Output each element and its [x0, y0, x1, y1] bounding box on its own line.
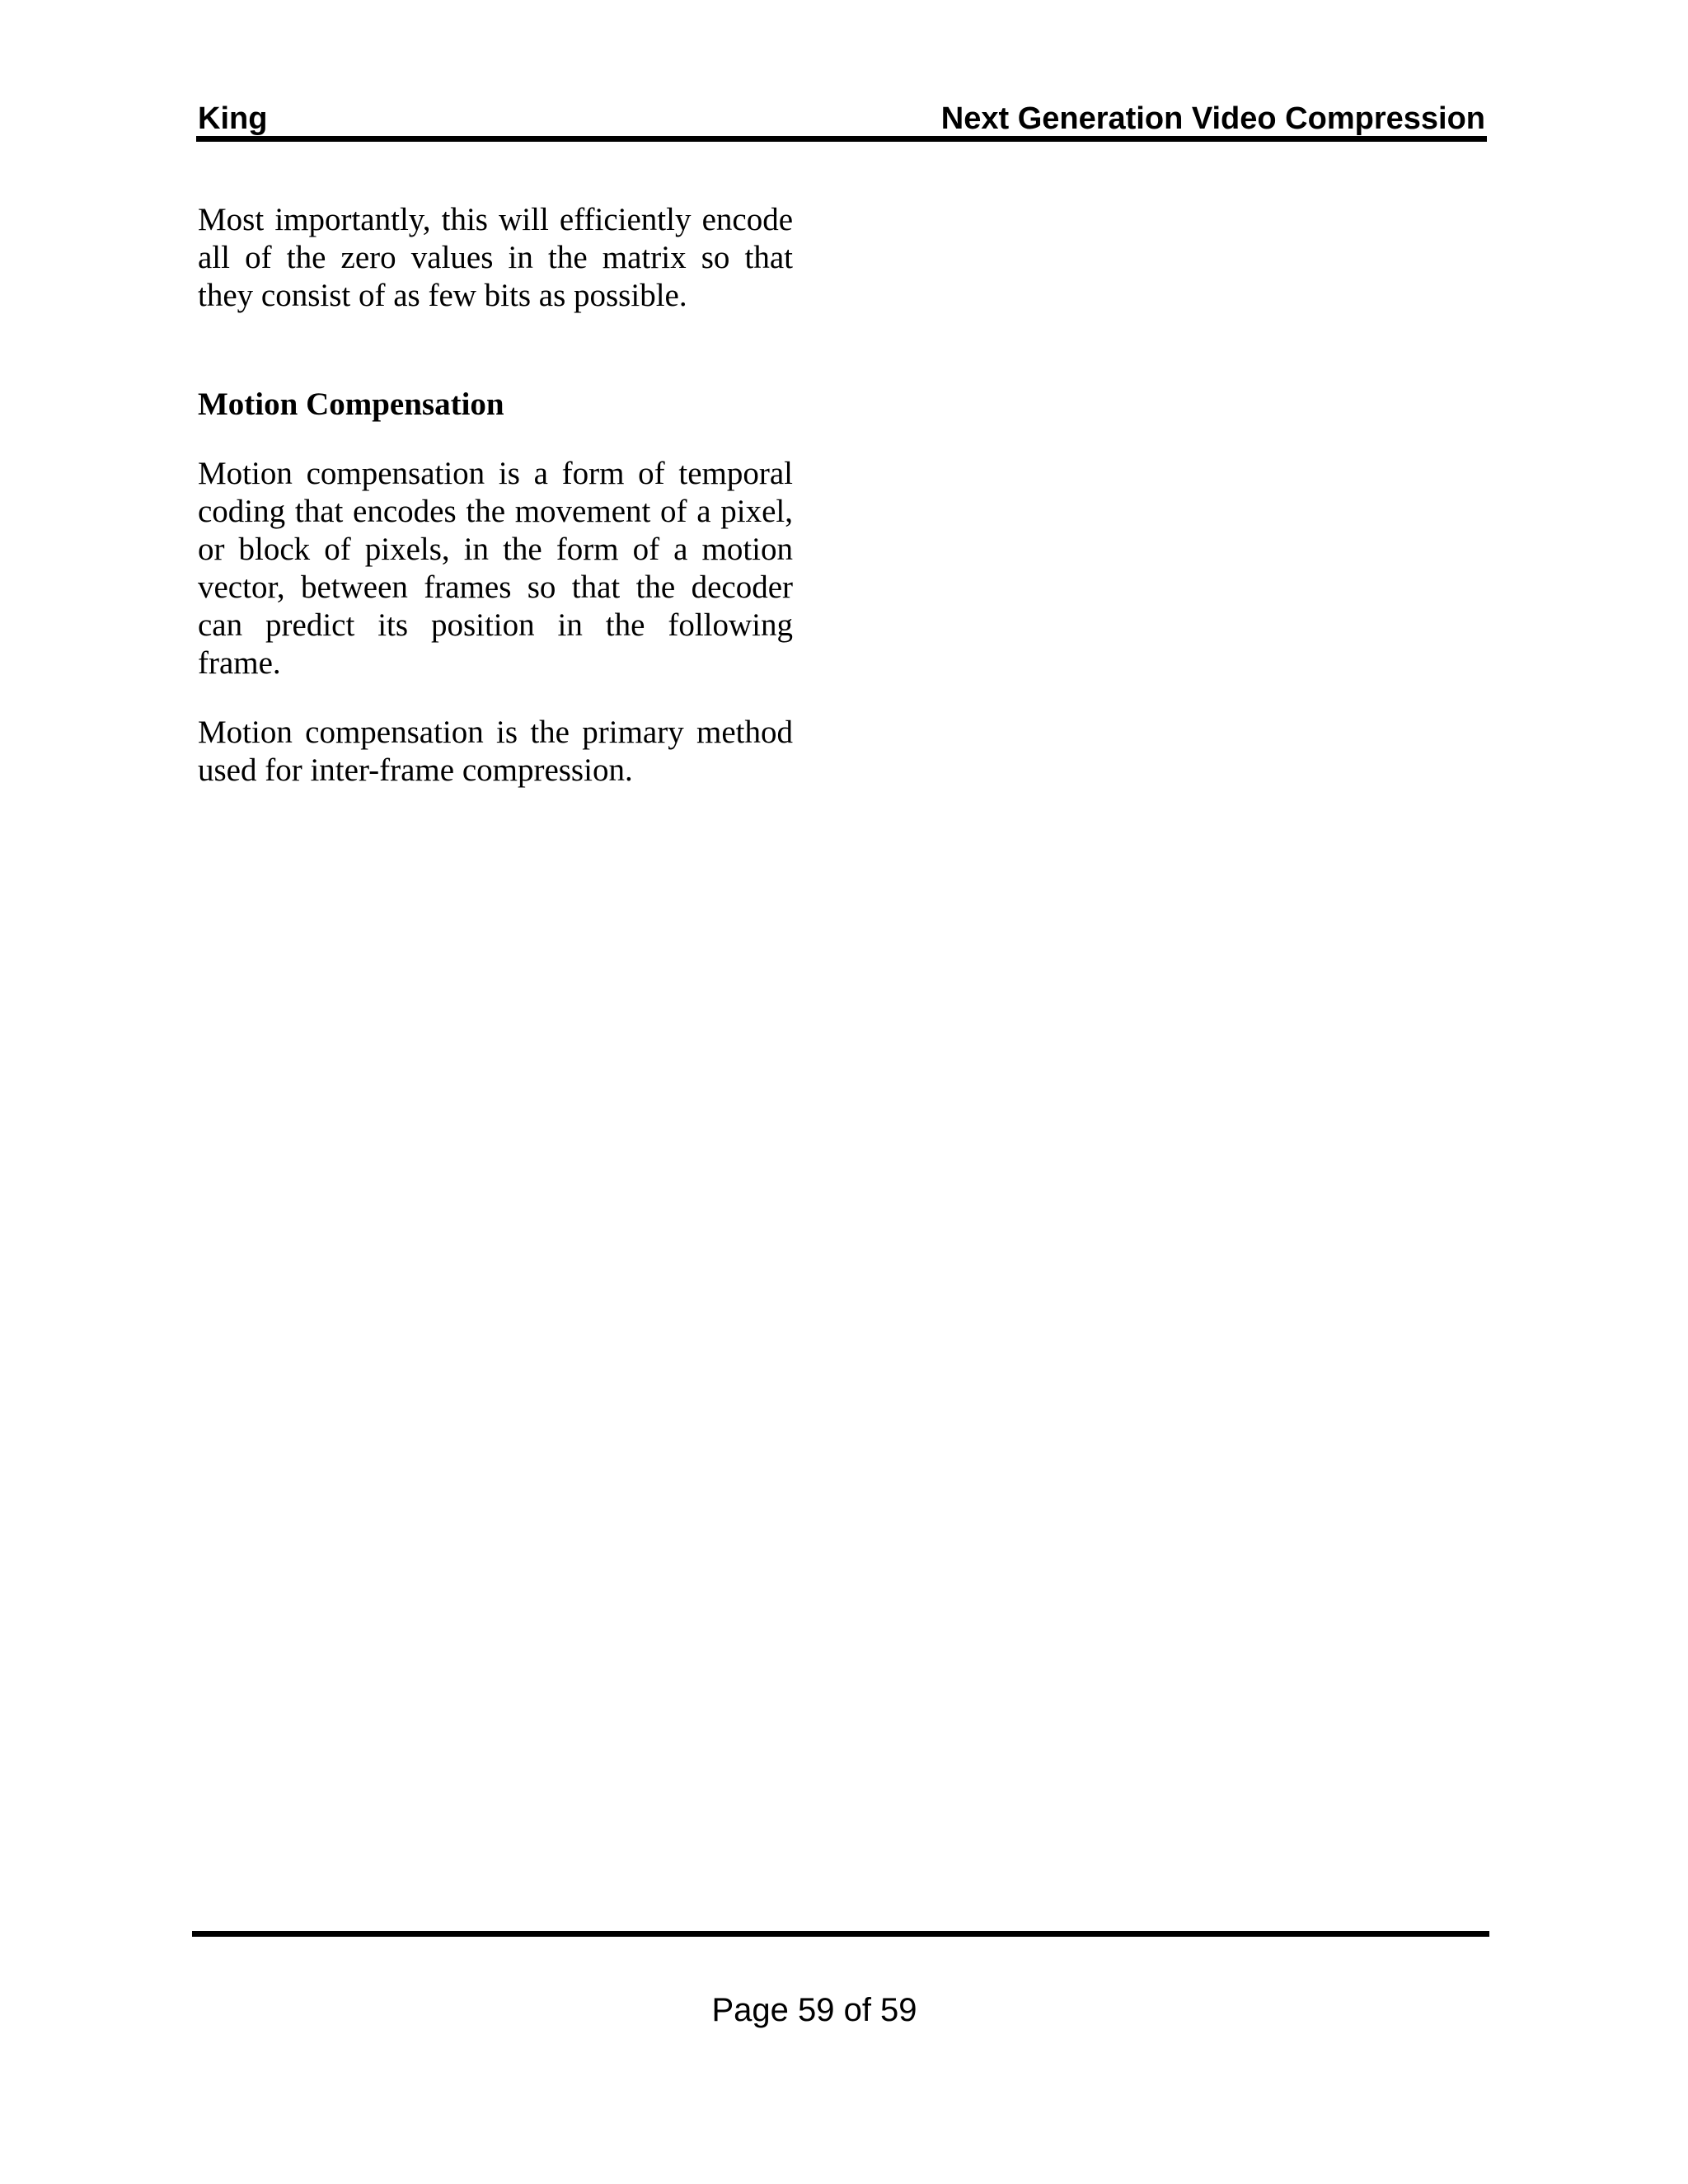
text-column [198, 201, 793, 790]
header-rule [196, 136, 1487, 142]
body-paragraph: Motion compensation is the primary method used for inter-frame compression. [198, 715, 793, 788]
body-paragraph: Motion compensation is a form of temporal coding that encodes the movement of a pixel, or block of pixels, in the form of a motion vector, between frames so that the decoder can predict its position in the following frame. [198, 456, 793, 681]
footer-rule [192, 1931, 1489, 1937]
header-author: King [198, 101, 268, 136]
page-number: Page 59 of 59 [711, 1992, 917, 2028]
header-document-title: Next Generation Video Compression [940, 101, 1485, 136]
section-heading: Motion Compensation [198, 387, 504, 422]
body-paragraph: Most importantly, this will efficiently encode all of the zero values in the matrix so that they consist of as few bits as possible. [198, 202, 793, 313]
